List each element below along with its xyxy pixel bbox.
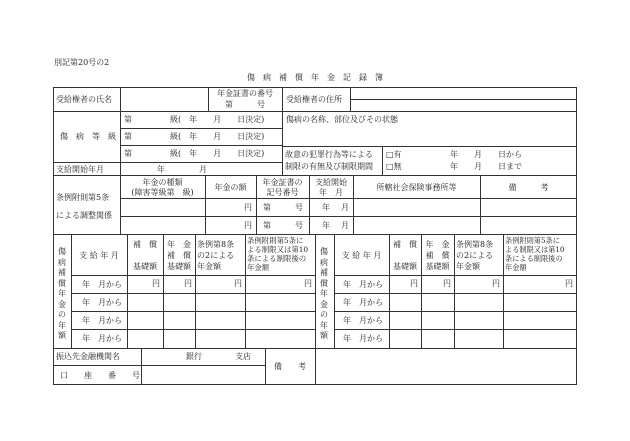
restriction-to: 年 月 日まで	[450, 162, 522, 171]
annual-side-label-left: 傷病補償年金の年額	[58, 247, 66, 340]
adj-row-2-year: 年	[322, 221, 330, 230]
annual-col-pension-right-1: 年 金	[425, 240, 450, 249]
adj-row-2-dai: 第	[263, 221, 271, 230]
annual-left-row-3-month: 年 月から	[82, 316, 122, 325]
adj-row-2-month: 月	[341, 221, 349, 230]
payment-start-label: 支給開始年月	[56, 165, 104, 174]
bank-remarks-field[interactable]	[316, 349, 576, 384]
restriction-from: 年 月 日から	[450, 150, 522, 159]
annual-col-supp-left-4: 年金額	[247, 263, 270, 272]
annual-side-label-right: 傷病補償年金の年額	[320, 247, 328, 340]
form-title: 傷 病 補 償 年 金 記 録 簿	[247, 73, 383, 82]
col-pension-amount: 年金の額	[214, 183, 247, 192]
annual-col-supp-left-3: 条による制限後の	[247, 254, 307, 263]
annual-col-art8-right-2: の2による	[456, 251, 494, 260]
recipient-address-label: 受給権者の住所	[286, 95, 342, 104]
col-cert-number-1: 年金証書の	[262, 178, 303, 187]
annual-left-row-2-month: 年 月から	[82, 298, 122, 307]
col-start-2: 年 月	[319, 188, 343, 197]
annual-col-base-left-2: 基礎額	[133, 262, 157, 271]
grade-row-1-first: 第	[124, 115, 132, 124]
annual-col-base-left-1: 補 償	[133, 240, 157, 249]
annual-col-art8-right-1: 条例第8条	[456, 240, 494, 249]
annual-left-yen-base: 円	[152, 279, 160, 288]
annual-col-pension-left-3: 基礎額	[167, 262, 191, 271]
grade-row-2-text: 級( 年 月 日決定)	[170, 132, 265, 141]
account-number-field[interactable]	[142, 366, 264, 384]
bank-remarks-label: 備 考	[274, 362, 306, 371]
recipient-address-field[interactable]	[351, 88, 575, 110]
pension-cert-number-label: 第 号	[225, 100, 265, 109]
annual-col-pension-right-3: 基礎額	[425, 262, 450, 271]
annual-right-row-1-month: 年 月から	[343, 280, 383, 289]
account-label: 口 座 番 号	[60, 371, 140, 380]
condition-label: 傷病の名称、部位及びその状態	[286, 115, 398, 124]
annual-col-art8-left-2: の2による	[197, 251, 235, 260]
col-office: 所轄社会保険事務所等	[376, 183, 457, 192]
annual-left-row-1-month: 年 月から	[82, 280, 122, 289]
adjustment-label-1: 条例附則第5条	[56, 193, 110, 202]
adj-row-2-yen: 円	[244, 221, 252, 230]
annual-col-base-right-1: 補 償	[393, 240, 417, 249]
restriction-label-2: 制限の有無及び制限期間	[285, 162, 373, 171]
adjustment-label-2: による調整関係	[56, 211, 112, 220]
annual-col-pension-left-1: 年 金	[167, 240, 191, 249]
adj-row-1-month: 月	[341, 203, 349, 212]
annual-col-month-right: 支 給 年 月	[341, 251, 382, 260]
annual-col-month-left: 支 給 年 月	[79, 251, 119, 260]
annual-left-yen-art8: 円	[234, 279, 242, 288]
annual-right-yen-art8: 円	[492, 279, 500, 288]
annual-right-row-3-month: 年 月から	[343, 316, 383, 325]
col-pension-type-grade: (障害等級第 級)	[131, 188, 194, 197]
adj-row-1-dai: 第	[263, 203, 271, 212]
recipient-name-label: 受給権者の氏名	[56, 95, 112, 104]
grade-row-3-first: 第	[124, 149, 132, 158]
annual-col-pension-right-2: 補 償	[425, 251, 450, 260]
col-start-1: 支給開始	[315, 178, 347, 187]
annual-left-yen-pension: 円	[184, 279, 192, 288]
annual-left-row-4-month: 年 月から	[82, 334, 122, 343]
adj-row-2-go: 号	[295, 221, 303, 230]
annual-col-supp-left-2: よる制限又は第10	[247, 245, 309, 254]
restriction-label-1: 故意の犯罪行為等による	[285, 150, 373, 159]
payment-start-month: 月	[199, 165, 207, 174]
adj-row-1-go: 号	[295, 203, 303, 212]
recipient-name-field[interactable]	[121, 88, 207, 110]
col-remarks: 備 考	[508, 183, 549, 192]
annual-col-pension-left-2: 補 償	[167, 251, 191, 260]
col-cert-number-2: 記号番号	[266, 188, 299, 197]
annual-col-supp-right-3: 条による制限後の	[505, 254, 563, 263]
grade-row-2-first: 第	[124, 132, 132, 141]
bank-label: 振込先金融機関名	[56, 352, 120, 361]
grade-row-3-text: 級( 年 月 日決定)	[170, 149, 265, 158]
annual-col-supp-right-1: 条例附則第5条に	[505, 236, 560, 245]
annual-right-row-4-month: 年 月から	[343, 334, 383, 343]
col-pension-type: 年金の種類	[142, 178, 183, 187]
adj-row-1-year: 年	[322, 203, 330, 212]
annual-col-base-right-2: 基礎額	[393, 262, 417, 271]
form-number: 別記第20号の2	[54, 58, 110, 67]
annual-right-yen-pension: 円	[443, 279, 451, 288]
annual-col-art8-left-3: 年金額	[197, 262, 221, 271]
annual-col-art8-right-3: 年金額	[456, 262, 480, 271]
annual-right-yen-base: 円	[410, 279, 418, 288]
bank-suffix: 銀行	[186, 352, 202, 361]
restriction-no-checkbox[interactable]: □無	[386, 162, 402, 171]
grade-row-1-text: 級( 年 月 日決定)	[170, 115, 265, 124]
annual-col-supp-right-4: 年金額	[505, 263, 527, 272]
annual-col-art8-left-1: 条例第8条	[197, 240, 235, 249]
adj-row-1-yen: 円	[244, 203, 252, 212]
grade-label: 傷 病 等 級	[60, 132, 116, 141]
annual-col-supp-left-1: 条例附則第5条に	[247, 236, 304, 245]
annual-left-yen-supp: 円	[304, 279, 312, 288]
annual-col-supp-right-2: よる制限又は第10	[505, 245, 565, 254]
payment-start-year: 年	[157, 165, 165, 174]
annual-right-yen-supp: 円	[565, 279, 573, 288]
branch-suffix: 支店	[235, 352, 251, 361]
annual-right-row-2-month: 年 月から	[343, 298, 383, 307]
pension-cert-label: 年金証書の番号	[217, 89, 273, 98]
restriction-yes-checkbox[interactable]: □有	[386, 150, 402, 159]
